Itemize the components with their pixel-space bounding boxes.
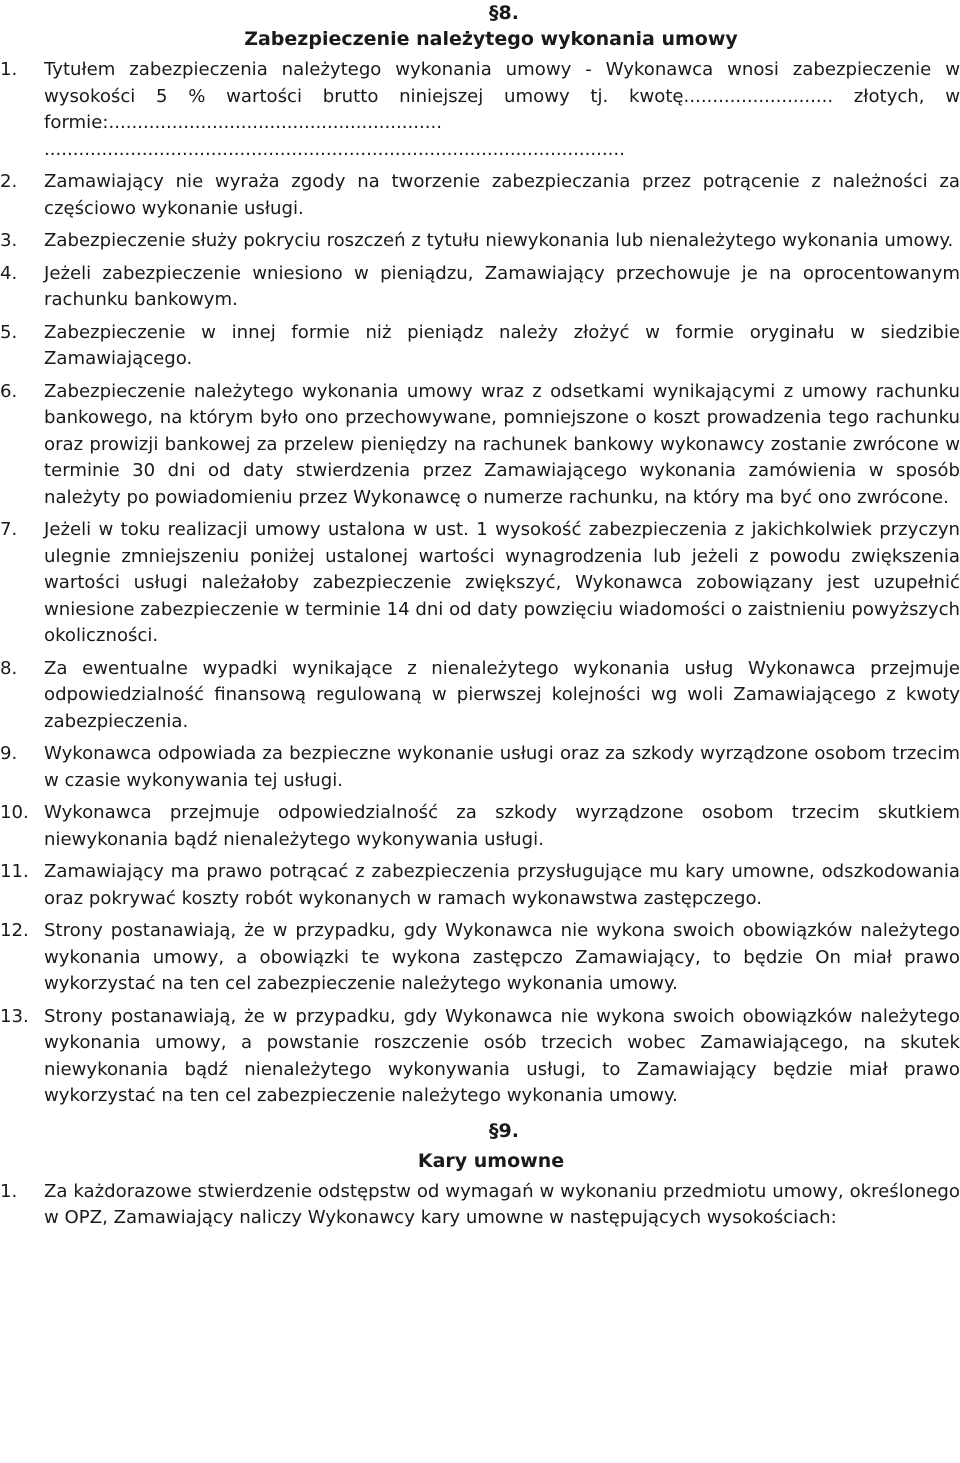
clause-number: 10. <box>0 802 29 823</box>
clause-text: Tytułem zabezpieczenia należytego wykonania umowy - Wykonawca wnosi zabezpieczenie w wysokości 5 % wartości brutto niniejszej umowy tj. kwotę.......................... złotych, w formie:.......................................................... ..................................................................................................... <box>44 59 960 160</box>
clause-item <box>0 918 960 998</box>
clause-number: 1. <box>0 59 18 80</box>
section-title: Zabezpieczenie należytego wykonania umowy <box>244 28 738 50</box>
clause-item <box>0 800 960 853</box>
clause-number: 12. <box>0 920 29 941</box>
clause-number: 7. <box>0 519 18 540</box>
clause-item <box>0 741 960 794</box>
clause-item <box>0 1004 960 1110</box>
clause-text: Strony postanawiają, że w przypadku, gdy Wykonawca nie wykona swoich obowiązków należytego wykonania umowy, a obowiązki te wykona zastępczo Zamawiający, to będzie On miał prawo wykorzystać na ten cel zabezpieczenie należytego wykonania umowy. <box>44 920 960 994</box>
clause-number: 9. <box>0 743 18 764</box>
clause-item <box>0 517 960 650</box>
clause-number: 3. <box>0 230 18 251</box>
clause-text: Zabezpieczenie należytego wykonania umowy wraz z odsetkami wynikającymi z umowy rachunku bankowego, na którym było ono przechowywane, pomniejszone o koszt prowadzenia tego rachunku oraz prowizji bankowej za przelew pieniędzy na rachunek bankowy wykonawcy zostanie zwrócone w terminie 30 dni od daty stwierdzenia przez Zamawiającego wykonania zamówienia w sposób należyty po powiadomieniu przez Wykonawcę o numerze rachunku, na który ma być ono zwrócone. <box>44 380 960 508</box>
section-title: Kary umowne <box>417 1149 565 1172</box>
section-number: §8. <box>489 2 519 24</box>
clause-number: 8. <box>0 657 18 679</box>
clause-item <box>0 57 960 163</box>
clause-item <box>0 169 960 222</box>
clause-text: Zamawiający nie wyraża zgody na tworzenie zabezpieczania przez potrącenie z należności za częściowo wykonanie usługi. <box>44 171 960 219</box>
clause-number: 1. <box>0 1180 18 1202</box>
clause-number: 4. <box>0 262 18 284</box>
clause-item <box>0 320 960 373</box>
clause-text: Strony postanawiają, że w przypadku, gdy Wykonawca nie wykona swoich obowiązków należytego wykonania umowy, a powstanie roszczenie osób trzecich wobec Zamawiającego, na skutek niewykonania bądź nienależytego wykonywania usługi, to Zamawiający będzie miał prawo wykorzystać na ten cel zabezpieczenie należytego wykonania umowy. <box>44 1005 960 1106</box>
clause-number: 6. <box>0 380 18 402</box>
clause-text: Zamawiający ma prawo potrącać z zabezpieczenia przysługujące mu kary umowne, odszkodowania oraz pokrywać koszty robót wykonanych w ramach wykonawstwa zastępczego. <box>44 861 960 909</box>
clause-item <box>0 228 960 255</box>
clause-text: Wykonawca przejmuje odpowiedzialność za szkody wyrządzone osobom trzecim skutkiem niewykonania bądź nienależytego wykonywania usługi. <box>44 802 960 850</box>
clause-text: Wykonawca odpowiada za bezpieczne wykonanie usługi oraz za szkody wyrządzone osobom trzecim w czasie wykonywania tej usługi. <box>44 743 960 791</box>
clause-text: Jeżeli w toku realizacji umowy ustalona w ust. 1 wysokość zabezpieczenia z jakichkolwiek przyczyn ulegnie zmniejszeniu poniżej ustalonej wartości wynagrodzenia lub jeżeli z powodu zwiększenia wartości usługi należałoby zabezpieczenie zwiększyć, Wykonawca zobowiązany jest uzupełnić wniesione zabezpieczenie w terminie 14 dni od daty powzięciu wiadomości o zaistnieniu powyższych okoliczności. <box>44 519 960 646</box>
clause-number: 5. <box>0 321 18 343</box>
clause-number: 2. <box>0 171 18 192</box>
clause-list <box>0 57 960 1110</box>
clause-text: Jeżeli zabezpieczenie wniesiono w pieniądzu, Zamawiający przechowuje je na oprocentowanym rachunku bankowym. <box>44 262 960 310</box>
clause-number: 13. <box>0 1005 29 1027</box>
clause-item <box>0 261 960 314</box>
clause-item <box>0 859 960 912</box>
clause-list <box>0 1179 960 1232</box>
clause-text: Zabezpieczenie służy pokryciu roszczeń z tytułu niewykonania lub nienależytego wykonania umowy. <box>44 230 954 251</box>
clause-item <box>0 1179 960 1232</box>
section-number: §9. <box>489 1119 519 1142</box>
clause-text: Zabezpieczenie w innej formie niż pieniądz należy złożyć w formie oryginału w siedzibie Zamawiającego. <box>44 321 960 369</box>
clause-item <box>0 656 960 736</box>
clause-number: 11. <box>0 861 29 882</box>
section-9 <box>0 1118 960 1232</box>
clause-text: Za każdorazowe stwierdzenie odstępstw od wymagań w wykonaniu przedmiotu umowy, określonego w OPZ, Zamawiający naliczy Wykonawcy kary umowne w następujących wysokościach: <box>44 1180 960 1228</box>
clause-text: Za ewentualne wypadki wynikające z nienależytego wykonania usług Wykonawca przejmuje odpowiedzialność finansową regulowaną w pierwszej kolejności wg woli Zamawiającego z kwoty zabezpieczenia. <box>44 657 960 732</box>
clause-item <box>0 379 960 512</box>
